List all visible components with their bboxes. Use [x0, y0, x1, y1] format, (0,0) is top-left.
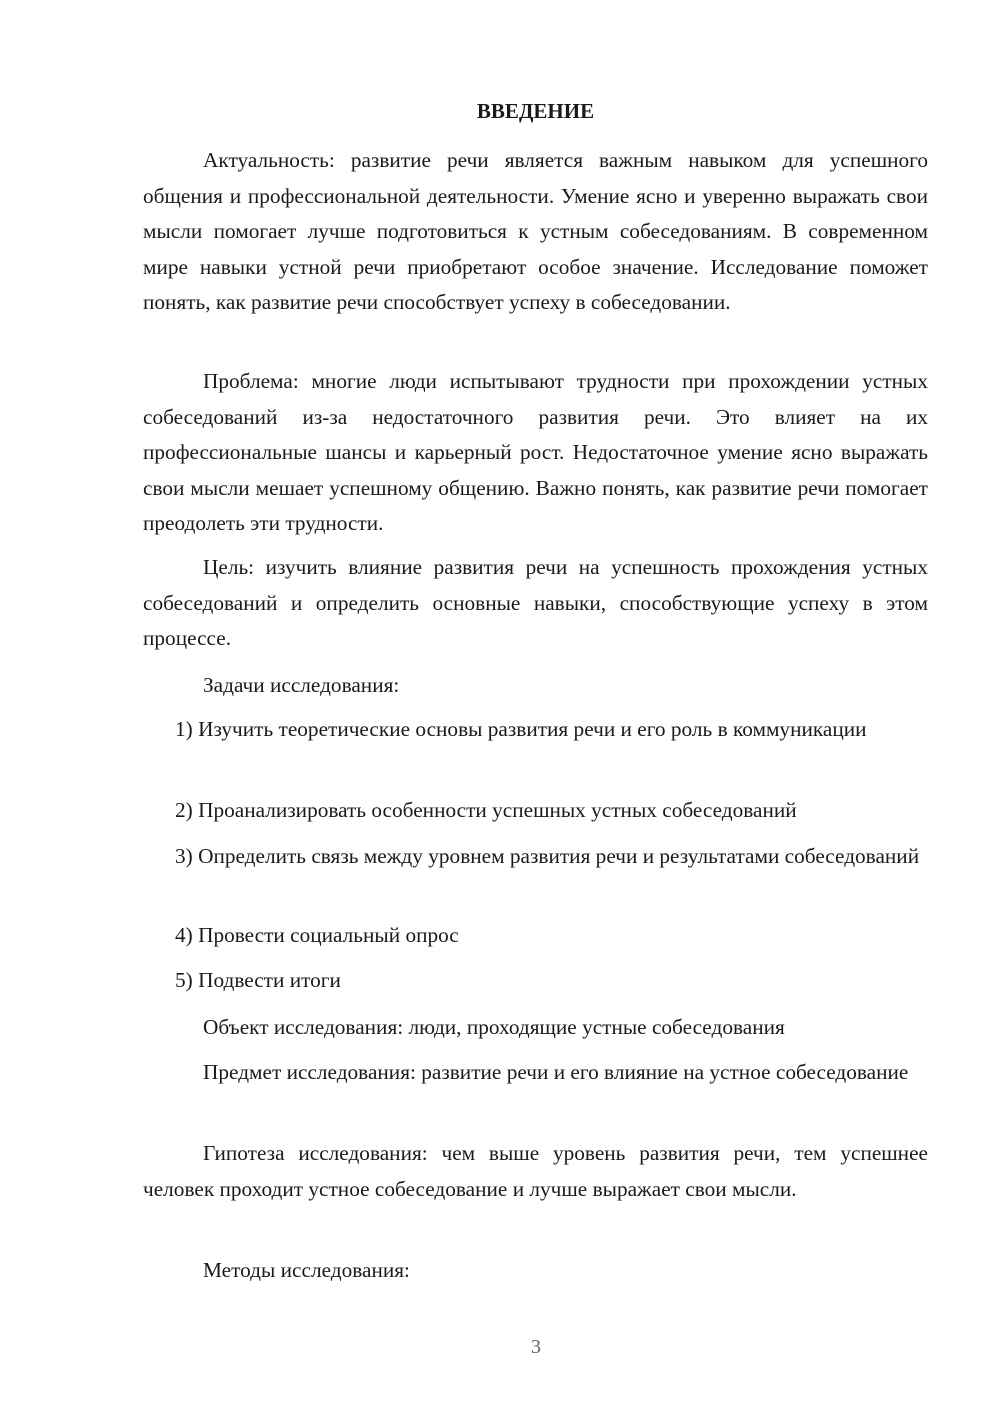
task-item-5: 5) Подвести итоги	[175, 968, 341, 992]
task-item-1: 1) Изучить теоретические основы развития речи и его роль в коммуникации	[175, 717, 867, 741]
task-item-4: 4) Провести социальный опрос	[175, 923, 459, 947]
relevance-paragraph: Актуальность: развитие речи является важным навыком для успешного общения и профессиональной деятельности. Умение ясно и уверенно выражать свои мысли помогает лучше подготовиться к устным собеседованиям. В современном мире навыки устной речи приобретают особое значение. Исследование поможет понять, как развитие речи способствует успеху в собеседовании.	[143, 148, 928, 314]
task-item-2: 2) Проанализировать особенности успешных устных собеседований	[175, 798, 797, 822]
tasks-heading: Задачи исследования:	[203, 673, 400, 697]
hypothesis-paragraph: Гипотеза исследования: чем выше уровень развития речи, тем успешнее человек проходит устное собеседование и лучше выражает свои мысли.	[143, 1141, 928, 1201]
goal-paragraph: Цель: изучить влияние развития речи на успешность прохождения устных собеседований и определить основные навыки, способствующие успеху в этом процессе.	[143, 555, 928, 650]
object-paragraph: Объект исследования: люди, проходящие устные собеседования	[203, 1015, 785, 1039]
task-item-3: 3) Определить связь между уровнем развития речи и результатами собеседований	[175, 844, 920, 868]
methods-heading: Методы исследования:	[203, 1258, 410, 1282]
page-number: 3	[531, 1336, 541, 1358]
problem-paragraph: Проблема: многие люди испытывают трудности при прохождении устных собеседований из-за недостаточного развития речи. Это влияет на их профессиональные шансы и карьерный рост. Недостаточное умение ясно выражать свои мысли мешает успешному общению. Важно понять, как развитие речи помогает преодолеть эти трудности.	[143, 369, 928, 535]
section-heading: ВВЕДЕНИЕ	[476, 99, 595, 123]
subject-paragraph: Предмет исследования: развитие речи и его влияние на устное собеседование	[203, 1060, 909, 1084]
